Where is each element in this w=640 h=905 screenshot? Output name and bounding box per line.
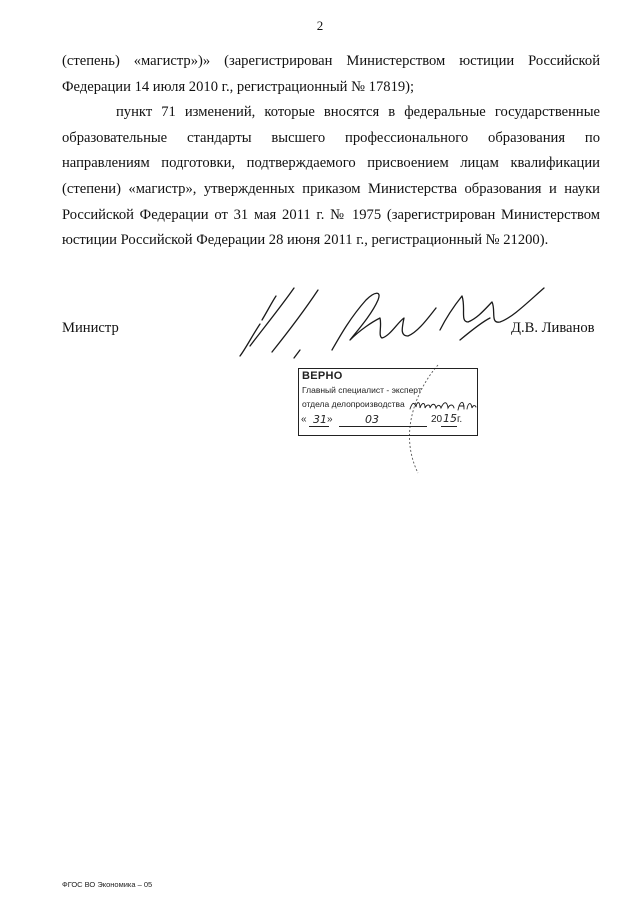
stamp-department: отдела делопроизводства — [302, 399, 405, 409]
stamp-handwritten-signature — [408, 395, 478, 415]
minister-title: Министр — [62, 320, 119, 336]
stamp-date-day: 31 — [313, 413, 327, 426]
stamp-date-year-suffix: г. — [457, 414, 463, 425]
stamp-date-quote-close: » — [327, 414, 333, 425]
stamp-date-day-underline — [309, 426, 329, 427]
stamp-date-year-underline — [441, 426, 457, 427]
footer-label: ФГОС ВО Экономика – 05 — [62, 880, 153, 889]
stamp-date — [301, 413, 473, 429]
document-body — [62, 49, 600, 254]
stamp-date-year: 15 — [443, 412, 457, 425]
minister-name: Д.В. Ливанов — [511, 320, 595, 336]
stamp-date-month: 03 — [365, 413, 379, 426]
stamp-date-quote-open: « — [301, 414, 307, 425]
stamp-date-year-prefix: 20 — [431, 414, 443, 425]
stamp-date-month-underline — [339, 426, 427, 427]
page-number: 2 — [316, 18, 324, 33]
stamp-position: Главный специалист - эксперт — [302, 385, 422, 395]
paragraph-item-71: пункт 71 изменений, которые вносятся в федеральные государственные образовательные стандарты высшего профессионального образования по направлениям подготовки, подтверждаемого присвоением лицам квалификации (степени) «магистр», утвержденных приказом Министерства образования и науки Российской Федерации от 31 мая 2011 г. № 1975 (зарегистрирован Министерством юстиции Российской Федерации 28 июня 2011 г., регистрационный № 21200). — [62, 104, 600, 249]
paragraph-registration-1: (степень) «магистр»)» (зарегистрирован Министерством юстиции Российской Федерации 14 июля 2010 г., регистрационный № 17819); — [62, 53, 600, 95]
minister-signature — [232, 278, 550, 370]
stamp-title: ВЕРНО — [302, 370, 343, 382]
